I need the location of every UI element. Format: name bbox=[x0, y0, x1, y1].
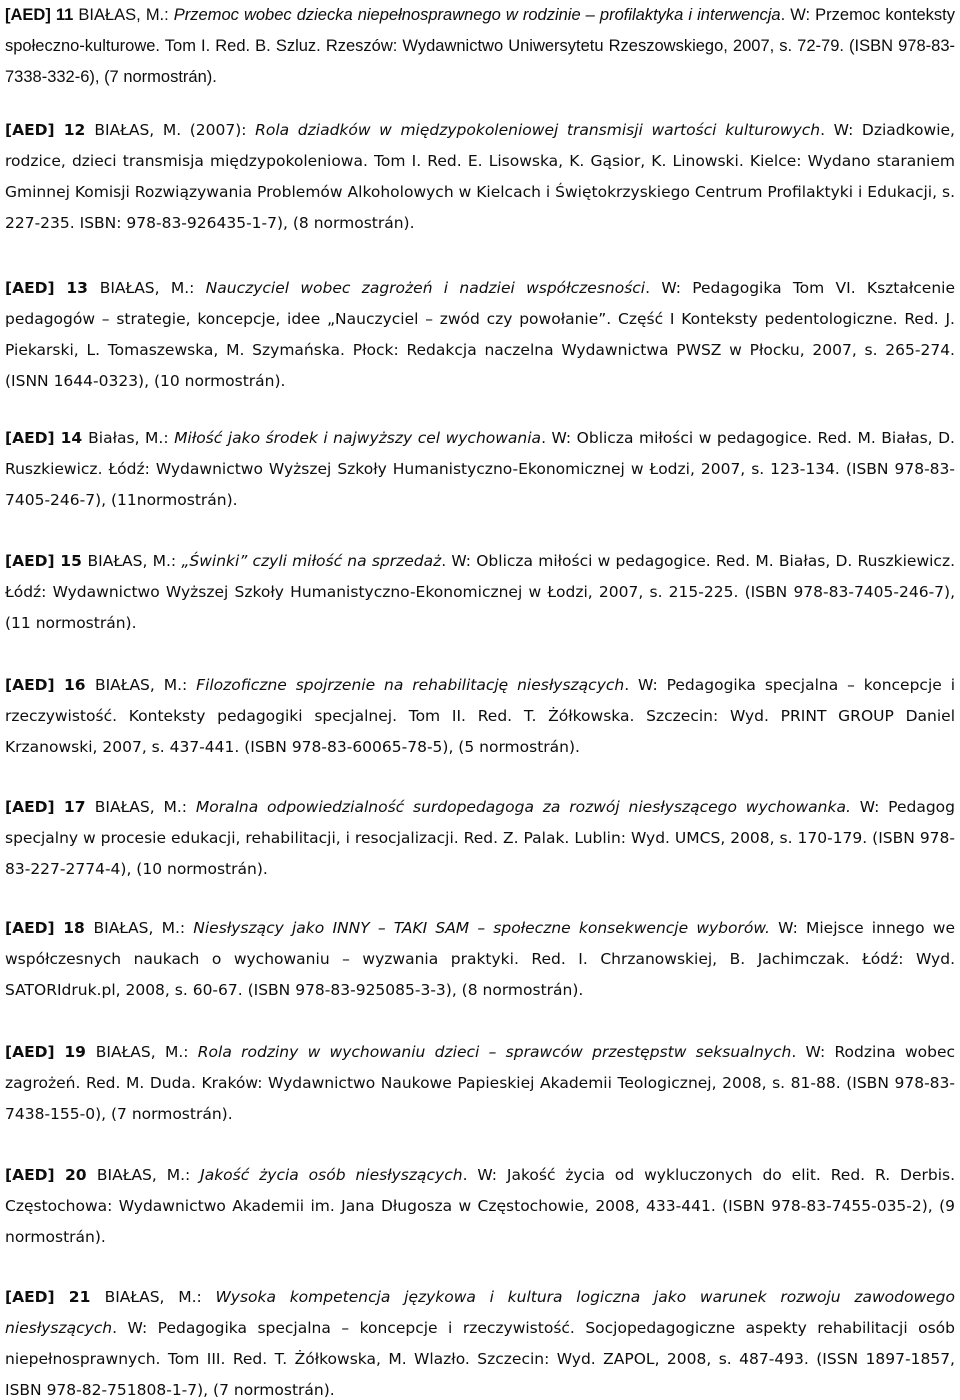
entry-text: . W: Rodzina wobec zagrożeń. Red. M. Duda. Kraków: Wydawnictwo Naukowe Papieskiej Akademii Teologicznej, 2008, s. 81-88. (ISBN 978-83-7438-155-0), (7 normostrán). bbox=[5, 1043, 956, 1123]
entry-text: BIAŁAS, M.: bbox=[93, 919, 194, 937]
entry-text: . W: Pedagogika specjalna – koncepcje i rzeczywistość. Socjopedagogiczne aspekty rehabilitacji osób niepełnosprawnych. Tom III. Red. T. Żółkowska, M. Wlazło. Szczecin: Wyd. ZAPOL, 2008, s. 487-493. (ISSN 1897-1857, ISBN 978-82-751808-1-7), (7 normostrán). bbox=[5, 1319, 955, 1399]
entry-number: [AED] 21 bbox=[5, 1288, 105, 1306]
publication-entry bbox=[5, 546, 955, 639]
entry-title: Miłość jako środek i najwyższy cel wychowania bbox=[174, 429, 542, 447]
entry-text: BIAŁAS, M.: bbox=[94, 798, 196, 816]
entry-number: [AED] 13 bbox=[5, 279, 100, 297]
entry-text: BIAŁAS, M.: bbox=[94, 676, 197, 694]
entry-number: [AED] 20 bbox=[5, 1166, 97, 1184]
entry-title: Przemoc wobec dziecka niepełnosprawnego w rodzinie – profilaktyka i interwencja bbox=[173, 6, 781, 24]
publication-entry bbox=[5, 1160, 955, 1253]
entry-number: [AED] 14 bbox=[5, 429, 89, 447]
entry-title: Moralna odpowiedzialność surdopedagoga za rozwój niesłyszącego wychowanka. bbox=[195, 798, 851, 816]
entry-text: . W: Przemoc konteksty społeczno-kulturowe. Tom I. Red. B. Szluz. Rzeszów: Wydawnictwo Uniwersytetu Rzeszowskiego, 2007, s. 72-79. (ISBN 978-83-7338-332-6), (7 normostrán). bbox=[5, 6, 956, 86]
entry-text: BIAŁAS, M.: bbox=[87, 552, 182, 570]
entry-number: [AED] 15 bbox=[5, 552, 88, 570]
entry-text: . W: Oblicza miłości w pedagogice. Red. M. Białas, D. Ruszkiewicz. Łódź: Wydawnictwo Wyższej Szkoły Humanistyczno-Ekonomicznej w Łodzi, 2007, s. 215-225. (ISBN 978-83-7405-246-7), (11 normostrán). bbox=[5, 552, 956, 632]
publication-entry bbox=[5, 115, 955, 239]
entry-title: Jakość życia osób niesłyszących bbox=[200, 1166, 463, 1184]
entry-number: [AED] 11 bbox=[5, 6, 79, 24]
entry-text: BIAŁAS, M.: bbox=[104, 1288, 216, 1306]
entry-title: Wysoka kompetencja językowa i kultura logiczna jako warunek rozwoju zawodowego niesłyszących bbox=[5, 1288, 955, 1337]
publication-entry bbox=[5, 1037, 955, 1130]
publication-entry bbox=[5, 913, 955, 1006]
entry-number: [AED] 12 bbox=[5, 121, 95, 139]
entry-text: Białas, M.: bbox=[88, 429, 175, 447]
entry-title: Filozoficzne spojrzenie na rehabilitację niesłyszących bbox=[196, 676, 625, 694]
publication-entry bbox=[5, 1282, 955, 1400]
entry-title: Rola dziadków w międzypokoleniowej transmisji wartości kulturowych bbox=[255, 121, 821, 139]
publication-entry bbox=[5, 423, 955, 516]
entry-text: BIAŁAS, M.: bbox=[95, 1043, 198, 1061]
entry-number: [AED] 18 bbox=[5, 919, 94, 937]
entry-text: W: Miejsce innego we współczesnych naukach o wychowaniu – wyzwania praktyki. Red. I. Chrzanowskiej, B. Jachimczak. Łódź: Wyd. SATORIdruk.pl, 2008, s. 60-67. (ISBN 978-83-925085-3-3), (8 normostrán). bbox=[5, 919, 956, 999]
entry-number: [AED] 16 bbox=[5, 676, 95, 694]
entry-text: . W: Oblicza miłości w pedagogice. Red. M. Białas, D. Ruszkiewicz. Łódź: Wydawnictwo Wyższej Szkoły Humanistyczno-Ekonomicznej w Łodzi, 2007, s. 123-134. (ISBN 978-83-7405-246-7), (11normostrán). bbox=[5, 429, 955, 509]
entry-title: Nauczyciel wobec zagrożeń i nadziei współczesności bbox=[205, 279, 646, 297]
entry-text: BIAŁAS, M.: bbox=[96, 1166, 201, 1184]
entry-title: „Świnki” czyli miłość na sprzedaż bbox=[181, 552, 442, 570]
entry-number: [AED] 19 bbox=[5, 1043, 96, 1061]
entry-title: Rola rodziny w wychowaniu dzieci – sprawców przestępstw seksualnych bbox=[197, 1043, 792, 1061]
publication-entry bbox=[5, 792, 955, 885]
entry-text: . W: Dziadkowie, rodzice, dzieci transmisja międzypokoleniowa. Tom I. Red. E. Lisowska, K. Gąsior, K. Linowski. Kielce: Wydano staraniem Gminnej Komisji Rozwiązywania Problemów Alkoholowych w Kielcach i Świętokrzyskiego Centrum Profilaktyki i Edukacji, s. 227-235. ISBN: 978-83-926435-1-7), (8 normostrán). bbox=[5, 121, 955, 232]
entry-text: . W: Jakość życia od wykluczonych do elit. Red. R. Derbis. Częstochowa: Wydawnictwo Akademii im. Jana Długosza w Częstochowie, 2008, 433-441. (ISBN 978-83-7455-035-2), (9 normostrán). bbox=[5, 1166, 956, 1246]
entry-text: W: Pedagog specjalny w procesie edukacji, rehabilitacji, i resocjalizacji. Red. Z. Palak. Lublin: Wyd. UMCS, 2008, s. 170-179. (ISBN 978-83-227-2774-4), (10 normostrán). bbox=[5, 798, 956, 878]
publication-entry bbox=[5, 670, 955, 763]
entry-text: BIAŁAS, M. (2007): bbox=[94, 121, 256, 139]
entry-text: BIAŁAS, M.: bbox=[78, 6, 174, 24]
entry-text: . W: Pedagogika specjalna – koncepcje i rzeczywistość. Konteksty pedagogiki specjalnej. Tom II. Red. T. Żółkowska. Szczecin: Wyd. PRINT GROUP Daniel Krzanowski, 2007, s. 437-441. (ISBN 978-83-60065-78-5), (5 normostrán). bbox=[5, 676, 955, 756]
entry-text: . W: Pedagogika Tom VI. Kształcenie pedagogów – strategie, koncepcje, idee „Nauczyciel – zwód czy powołanie”. Część I Konteksty pedentologiczne. Red. J. Piekarski, L. Tomaszewska, M. Szymańska. Płock: Redakcja naczelna Wydawnictwa PWSZ w Płocku, 2007, s. 265-274. (ISNN 1644-0323), (10 normostrán). bbox=[5, 279, 955, 390]
entry-text: BIAŁAS, M.: bbox=[99, 279, 206, 297]
publication-entry bbox=[5, 273, 955, 397]
entry-title: Niesłyszący jako INNY – TAKI SAM – społeczne konsekwencje wyborów. bbox=[193, 919, 770, 937]
entry-number: [AED] 17 bbox=[5, 798, 95, 816]
publication-entry bbox=[5, 0, 955, 93]
